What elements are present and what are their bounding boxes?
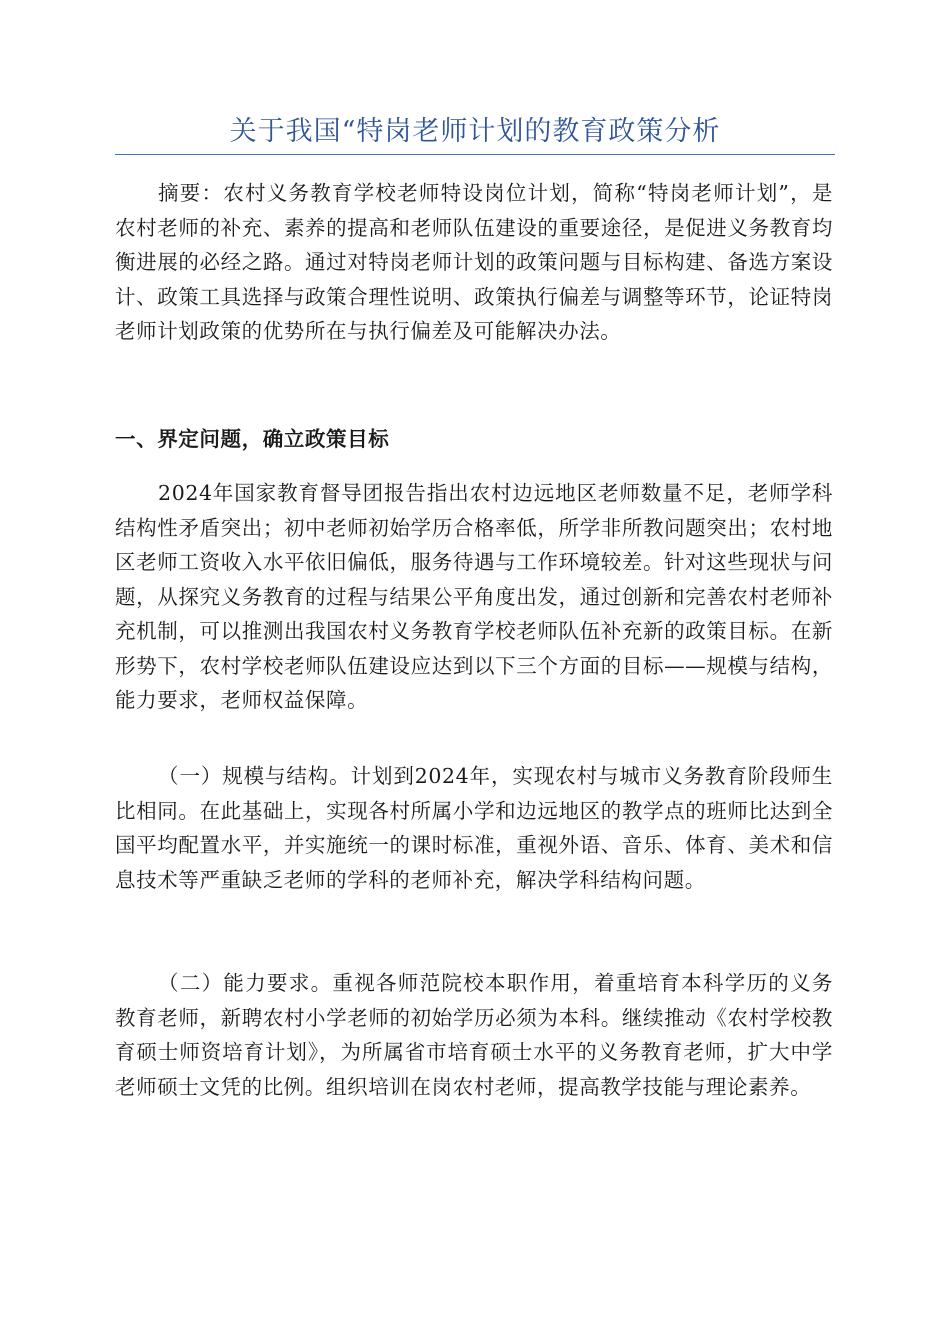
title-underline [115, 154, 835, 155]
abstract-paragraph: 摘要：农村义务教育学校老师特设岗位计划，简称“特岗老师计划”，是农村老师的补充、素养的提高和老师队伍建设的重要途径，是促进义务教育均衡进展的必经之路。通过对特岗老师计划的政策问题与目标构建、备选方案设计、政策工具选择与政策合理性说明、政策执行偏差与调整等环节，论证特岗老师计划政策的优势所在与执行偏差及可能解决办法。 [115, 181, 833, 343]
document-title: 关于我国“特岗老师计划的教育政策分析 [229, 116, 721, 147]
body-paragraph: （二）能力要求。重视各师范院校本职作用，着重培育本科学历的义务教育老师，新聘农村小学老师的初始学历必须为本科。继续推动《农村学校教育硕士师资培育计划》，为所属省市培育硕士水平的义务教育老师，扩大中学老师硕士文凭的比例。组织培训在岗农村老师，提高教学技能与理论素养。 [115, 971, 833, 1099]
section-heading: 一、界定问题，确立政策目标 [115, 427, 390, 451]
body-paragraph: （一）规模与结构。计划到2024年，实现农村与城市义务教育阶段师生比相同。在此基础上，实现各村所属小学和边远地区的教学点的班师比达到全国平均配置水平，并实施统一的课时标准，重视外语、音乐、体育、美术和信息技术等严重缺乏老师的学科的老师补充，解决学科结构问题。 [115, 764, 833, 892]
body-paragraph: 2024年国家教育督导团报告指出农村边远地区老师数量不足，老师学科结构性矛盾突出；初中老师初始学历合格率低，所学非所教问题突出；农村地区老师工资收入水平依旧偏低，服务待遇与工作环境较差。针对这些现状与问题，从探究义务教育的过程与结果公平角度出发，通过创新和完善农村老师补充机制，可以推测出我国农村义务教育学校老师队伍补充新的政策目标。在新形势下，农村学校老师队伍建设应达到以下三个方面的目标——规模与结构，能力要求，老师权益保障。 [115, 481, 833, 712]
